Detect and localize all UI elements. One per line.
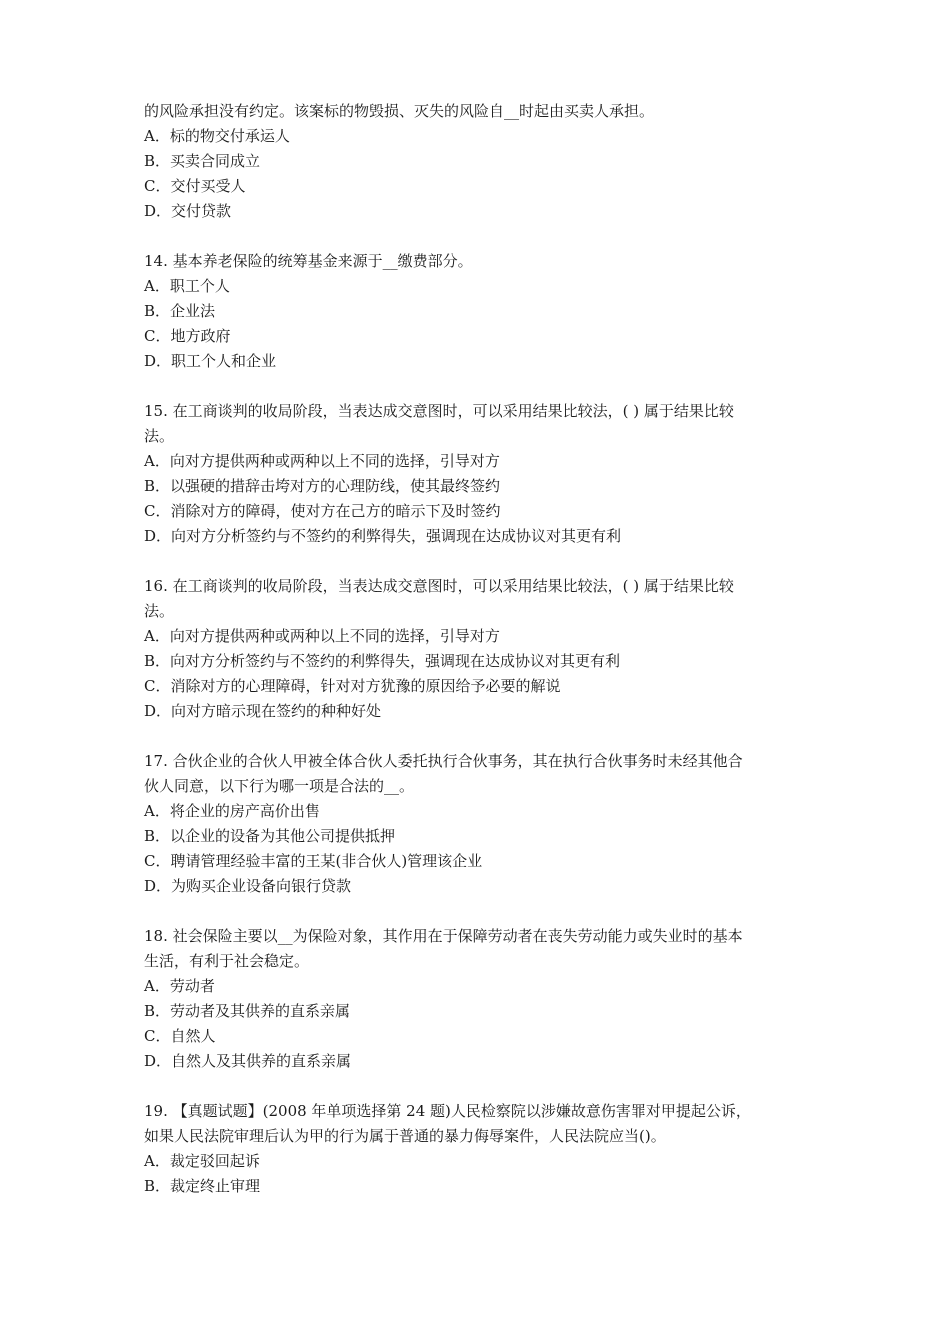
page-content [144,99,812,1199]
option-d: D．自然人及其供养的直系亲属 [144,1052,352,1070]
option-c: C．聘请管理经验丰富的王某(非合伙人)管理该企业 [144,852,483,870]
question-continuation [144,99,812,224]
option-b: B．向对方分析签约与不签约的利弊得失，强调现在达成协议对其更有利 [144,652,621,670]
option-a: A．将企业的房产高价出售 [144,802,320,820]
question-17 [144,749,812,899]
option-b: B．以强硬的措辞击垮对方的心理防线，使其最终签约 [144,477,501,495]
question-text: 15. 在工商谈判的收局阶段，当表达成交意图时，可以采用结果比较法，( ) 属于结果比较 [144,402,734,420]
question-19 [144,1099,812,1199]
option-a: A．向对方提供两种或两种以上不同的选择，引导对方 [144,452,500,470]
option-c: C．地方政府 [144,327,231,345]
option-b: B．买卖合同成立 [144,152,261,170]
option-d: D．向对方暗示现在签约的种种好处 [144,702,382,720]
option-b: B．以企业的设备为其他公司提供抵押 [144,827,396,845]
question-text: 16. 在工商谈判的收局阶段，当表达成交意图时，可以采用结果比较法，( ) 属于结果比较 [144,577,734,595]
question-text-continued: 法。 [144,427,175,445]
option-d: D．职工个人和企业 [144,352,277,370]
question-text: 18. 社会保险主要以__为保险对象，其作用在于保障劳动者在丧失劳动能力或失业时的基本 [144,927,743,945]
question-text: 17. 合伙企业的合伙人甲被全体合伙人委托执行合伙事务，其在执行合伙事务时未经其他合 [144,752,743,770]
option-c: C．消除对方的障碍，使对方在己方的暗示下及时签约 [144,502,501,520]
option-d: D．向对方分析签约与不签约的利弊得失，强调现在达成协议对其更有利 [144,527,622,545]
option-b: B．劳动者及其供养的直系亲属 [144,1002,351,1020]
option-a: A．标的物交付承运人 [144,127,290,145]
question-text-continued: 如果人民法院审理后认为甲的行为属于普通的暴力侮辱案件，人民法院应当()。 [144,1127,666,1145]
question-text: 的风险承担没有约定。该案标的物毁损、灭失的风险自__时起由买卖人承担。 [144,102,655,120]
question-14 [144,249,812,374]
option-b: B．企业法 [144,302,216,320]
question-text-continued: 法。 [144,602,175,620]
option-a: A．职工个人 [144,277,230,295]
question-15 [144,399,812,549]
question-16 [144,574,812,724]
option-c: C．消除对方的心理障碍，针对对方犹豫的原因给予必要的解说 [144,677,561,695]
question-text: 14. 基本养老保险的统筹基金来源于__缴费部分。 [144,252,473,270]
question-text: 19. 【真题试题】(2008 年单项选择第 24 题)人民检察院以涉嫌故意伤害罪对甲提起公诉， [144,1102,751,1120]
option-d: D．交付贷款 [144,202,232,220]
option-c: C．交付买受人 [144,177,246,195]
option-a: A．裁定驳回起诉 [144,1152,260,1170]
question-text-continued: 伙人同意，以下行为哪一项是合法的__。 [144,777,415,795]
question-18 [144,924,812,1074]
option-d: D．为购买企业设备向银行贷款 [144,877,352,895]
option-a: A．劳动者 [144,977,215,995]
option-a: A．向对方提供两种或两种以上不同的选择，引导对方 [144,627,500,645]
question-text-continued: 生活，有利于社会稳定。 [144,952,310,970]
option-c: C．自然人 [144,1027,216,1045]
option-b: B．裁定终止审理 [144,1177,261,1195]
